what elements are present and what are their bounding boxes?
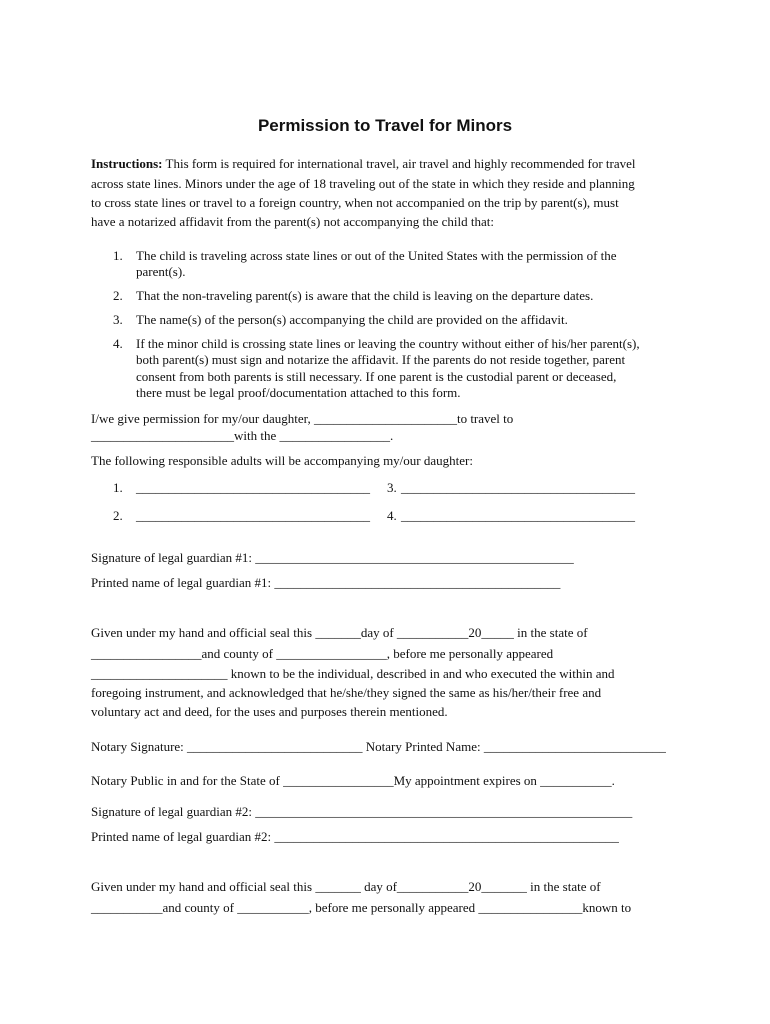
adults-intro: The following responsible adults will be accompanying my/our daughter:: [91, 453, 473, 468]
list-item-number: 2.: [113, 288, 123, 303]
page-title: Permission to Travel for Minors: [257, 116, 513, 135]
notary1-line-5: voluntary act and deed, for the uses and purposes therein mentioned.: [91, 704, 448, 719]
list-item-text: consent from both parents is still necessary. If one parent is the custodial parent or deceased,: [136, 369, 617, 384]
notary2-line-1: Given under my hand and official seal this _______ day of___________20_______ in the state of: [91, 879, 601, 894]
notary-public-state-field[interactable]: Notary Public in and for the State of _________________My appointment expires on ___________.: [91, 773, 615, 788]
adult-number: 2.: [113, 508, 123, 523]
notary1-line-4: foregoing instrument, and acknowledged that he/she/they signed the same as his/her/their free and: [91, 685, 602, 700]
adult-blank[interactable]: ____________________________________: [136, 480, 370, 495]
list-item-number: 3.: [113, 312, 123, 327]
instructions-line-3: to cross state lines or travel to a foreign country, when not accompanied on the trip by parent(s), must: [91, 195, 619, 210]
list-item-text: both parent(s) must sign and notarize the affidavit. If the parents do not reside together, parent: [136, 352, 626, 367]
instructions-label: Instructions:: [91, 156, 163, 171]
adult-number: 3.: [387, 480, 397, 495]
guardian2-signature-field[interactable]: Signature of legal guardian #2: __________________________________________________________: [91, 804, 633, 819]
guardian1-signature-field[interactable]: Signature of legal guardian #1: _________________________________________________: [91, 550, 574, 565]
list-item-text: there must be legal proof/documentation attached to this form.: [136, 385, 461, 400]
adult-blank[interactable]: ____________________________________: [136, 508, 370, 523]
instructions-line-2: across state lines. Minors under the age of 18 traveling out of the state in which they reside and planning: [91, 176, 635, 191]
permission-line-2: ______________________with the _________________.: [91, 428, 394, 443]
permission-line-1: I/we give permission for my/our daughter, ______________________to travel to: [91, 411, 514, 426]
adult-number: 4.: [387, 508, 397, 523]
list-item-text: If the minor child is crossing state lines or leaving the country without either of his/her parent(s),: [136, 336, 640, 351]
list-item-number: 4.: [113, 336, 123, 351]
list-item-text: The name(s) of the person(s) accompanying the child are provided on the affidavit.: [136, 312, 568, 327]
notary1-line-1: Given under my hand and official seal this _______day of ___________20_____ in the state of: [91, 625, 588, 640]
notary-signature-field[interactable]: Notary Signature: ___________________________ Notary Printed Name: ____________________________: [91, 739, 666, 754]
adult-number: 1.: [113, 480, 123, 495]
list-item-number: 1.: [113, 248, 123, 263]
guardian2-printed-name-field[interactable]: Printed name of legal guardian #2: _____________________________________________________: [91, 829, 619, 844]
adult-blank[interactable]: ____________________________________: [401, 508, 635, 523]
notary1-line-3: _____________________ known to be the individual, described in and who executed the within and: [91, 666, 615, 681]
list-item-text: The child is traveling across state lines or out of the United States with the permission of the: [136, 248, 617, 263]
list-item-text: That the non-traveling parent(s) is aware that the child is leaving on the departure dates.: [136, 288, 594, 303]
guardian1-printed-name-field[interactable]: Printed name of legal guardian #1: ____________________________________________: [91, 575, 561, 590]
instructions-line-1: Instructions: This form is required for international travel, air travel and highly recommended for travel: [91, 156, 636, 171]
instructions-line-4: have a notarized affidavit from the parent(s) not accompanying the child that:: [91, 214, 494, 229]
list-item-text: parent(s).: [136, 264, 186, 279]
notary1-line-2: _________________and county of _________________, before me personally appeared: [91, 646, 554, 661]
notary2-line-2: ___________and county of ___________, before me personally appeared ________________known to: [91, 900, 632, 915]
adult-blank[interactable]: ____________________________________: [401, 480, 635, 495]
